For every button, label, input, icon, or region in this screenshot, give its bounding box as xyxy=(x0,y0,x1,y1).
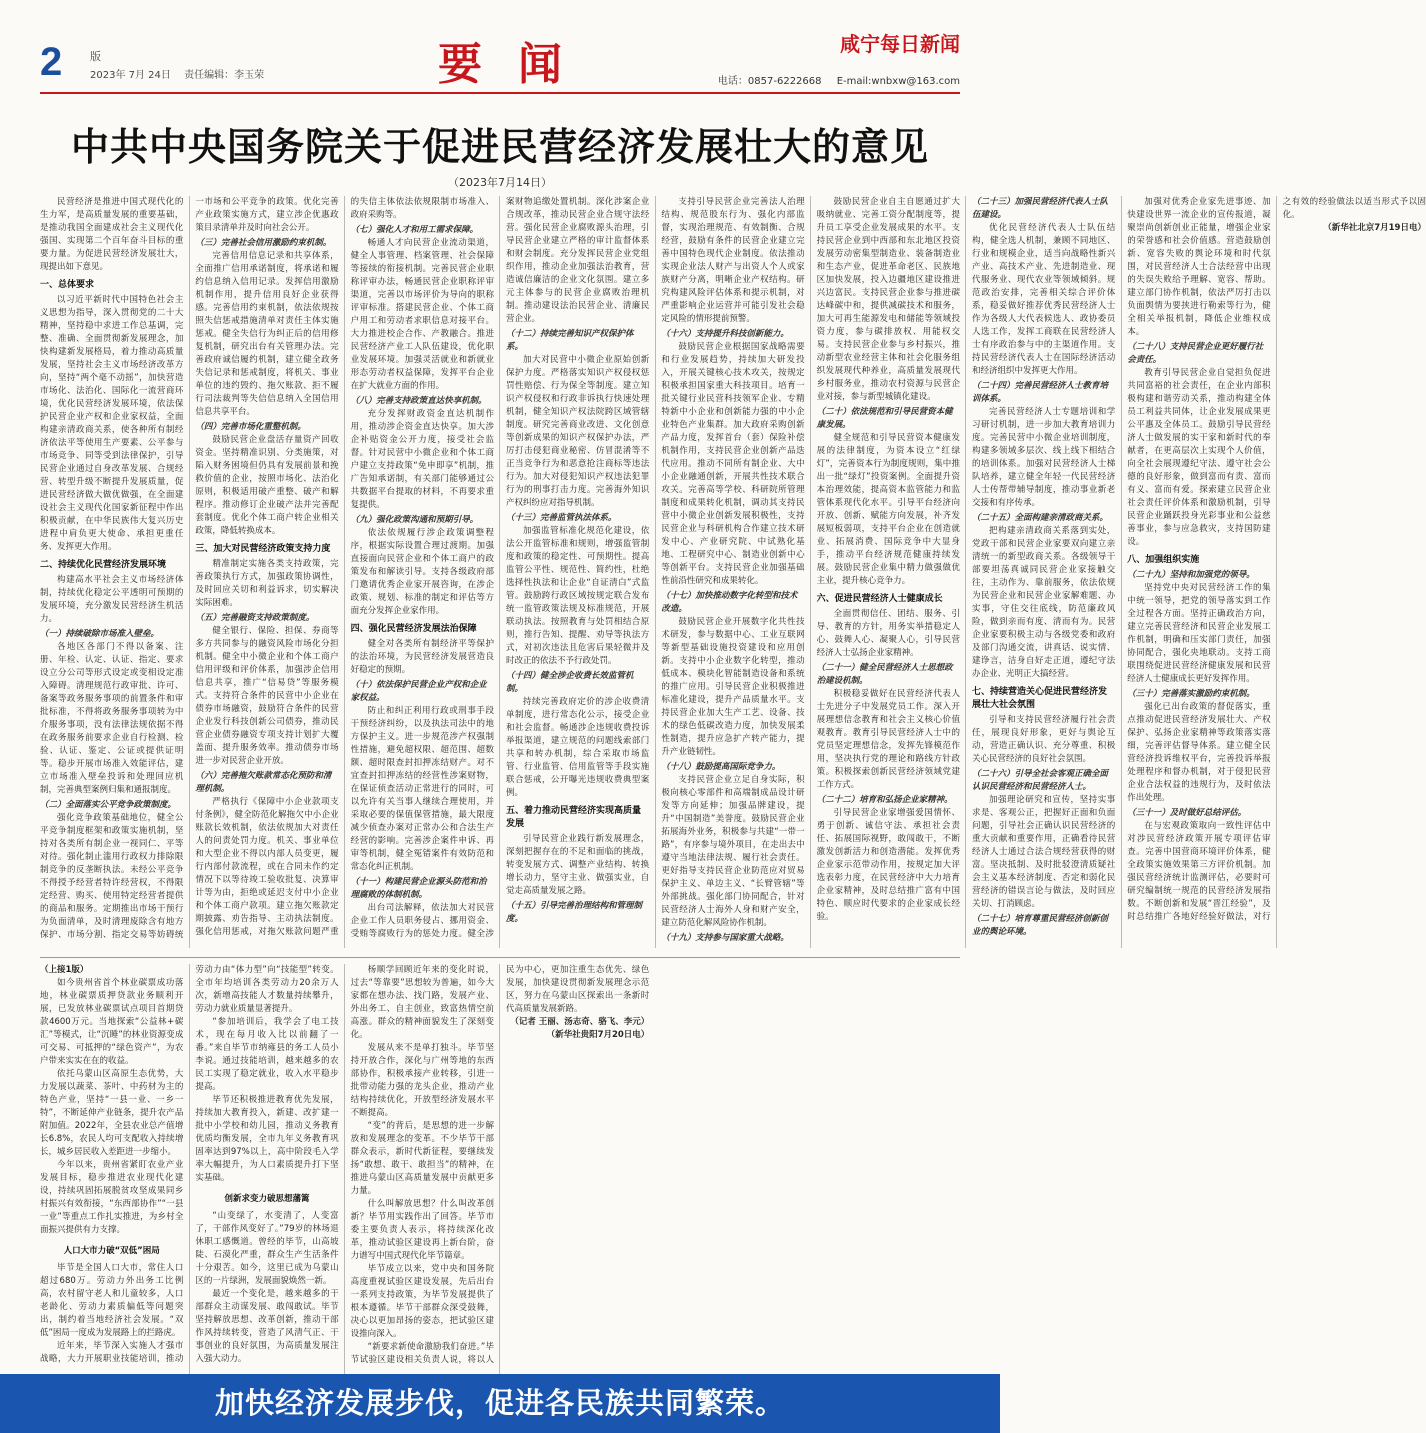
paragraph: 最近一个变化是，越来越多的干部群众主动谋发展、敢闯敢试。毕节坚持解放思想、改革创新，推动干部作风持续转变，营造了风清气正、干事创业的良好氛围，为高质量发展注入强大动力。 xyxy=(195,1289,339,1364)
contact-info xyxy=(718,72,960,87)
paragraph: 加强监管标准化规范化建设，依法公开监管标准和规则，增强监管制度和政策的稳定性、可预期性。提高监管公平性、规范性、简约性，杜绝选择性执法和让企业“自证清白”式监管。鼓励跨行政区域按规定联合发布统一监管政策法规及标准规范，开展联动执法。按照教育与处罚相结合原则，推行告知、提醒、劝导等执法方式，对初次违法且危害后果轻微并及时改正的依法不予行政处罚。 xyxy=(505,526,650,666)
section-heading: 三、加大对民营经济政策支持力度 xyxy=(195,544,331,554)
paragraph: 依法依规履行涉企政策调整程序，根据实际设置合理过渡期。加强直接面向民营企业和个体工商户的政策发布和解读引导。支持各级政府部门邀请优秀企业家开展咨询，在涉企政策、规划、标准的制定和评估等方面充分发挥企业家作用。 xyxy=(350,528,494,616)
paragraph: 毕节还积极推进教育优先发展，持续加大教育投入，新建、改扩建一批中小学校和幼儿园，推动义务教育优质均衡发展，全市九年义务教育巩固率达到97%以上，高中阶段毛入学率大幅提升，为人口素质提升打下坚实基础。 xyxy=(195,1095,339,1183)
paragraph: “新要求新使命激励我们奋进。”毕节试验区建设相关负责人说，将以人民为中心，更加注重生态优先、绿色发展，加快建设贯彻新发展理念示范区，努力在乌蒙山区探索出一条新时代高质量发展新路。 xyxy=(350,965,650,1365)
continuation-ref: （上接1版） xyxy=(40,965,89,975)
paragraph: “山变绿了，水变清了，人变富了，干部作风变好了。”79岁的林场退休职工感慨道。曾经的毕节，山高坡陡、石漠化严重，群众生产生活条件十分艰苦。如今，这里已成为乌蒙山区的一片绿洲，发展面貌焕然一新。 xyxy=(195,1211,339,1286)
slogan-banner: 加快经济发展步伐，促进各民族共同繁荣。 xyxy=(0,1374,1000,1433)
paragraph: 鼓励民营企业盘活存量资产回收资金。坚持精准识别、分类施策，对陷入财务困境但仍具有发展前景和挽救价值的企业，按照市场化、法治化原则，积极适用破产重整、破产和解程序。推动修订企业破产法并完善配套制度。优化个体工商户转企业相关政策，降低转换成本。 xyxy=(195,435,339,536)
section-heading: 四、强化民营经济发展法治保障 xyxy=(350,624,477,634)
paragraph: 发展从来不是单打独斗。毕节坚持开放合作，深化与广州等地的东西部协作，积极承接产业转移，引进一批带动能力强的龙头企业，推动产业结构持续优化，开放型经济发展水平不断提高。 xyxy=(350,1043,494,1118)
issue-meta xyxy=(90,66,264,81)
paragraph: 积极稳妥做好在民营经济代表人士先进分子中发展党员工作。深入开展理想信念教育和社会主义核心价值观教育。教育引导民营经济人士中的党员坚定理想信念，发挥先锋模范作用，坚决执行党的理论和路线方针政策。积极探索创新民营经济领域党建工作方式。 xyxy=(816,689,960,790)
article-columns xyxy=(40,196,1426,948)
page-number-digit: 2 xyxy=(40,40,63,84)
paragraph: 精准制定实施各类支持政策，完善政策执行方式，加强政策协调性，及时回应关切和利益诉求，切实解决实际困难。 xyxy=(195,559,339,608)
paragraph: 依托乌蒙山区高原生态优势，大力发展以蔬菜、茶叶、中药材为主的特色产业，坚持“一县一业、一乡一特”，不断延伸产业链条，提升农产品附加值。2022年，全县农业总产值增长6.8%，农民人均可支配收入持续增长，城乡居民收入差距进一步缩小。 xyxy=(40,1069,184,1157)
subsection-heading: （九）强化政策沟通和预期引导。 xyxy=(350,515,479,525)
paragraph: 今年以来，贵州省紧盯农业产业发展目标，稳步推进农业现代化建设，持续巩固拓展脱贫攻坚成果同乡村振兴有效衔接，“东西部协作”“一县一业”等重点工作扎实推进，为乡村全面振兴提供有力支撑。 xyxy=(40,1160,184,1235)
continued-article xyxy=(40,964,960,1374)
subsection-heading: （二十九）坚持和加强党的领导。 xyxy=(1127,570,1255,580)
subheading: 创新求变力破思想藩篱 xyxy=(224,1194,310,1204)
paragraph: 充分发挥财政资金直达机制作用，推动涉企资金直达快享。加大涉企补贴资金公开力度，接受社会监督。针对民营中小微企业和个体工商户建立支持政策“免申即享”机制，推广告知承诺制，有关部门能够通过公共数据平台提取的材料，不再要求重复提供。 xyxy=(350,409,494,510)
subsection-heading: （三）完善社会信用激励约束机制。 xyxy=(195,238,332,248)
paragraph: 支持引导民营企业完善法人治理结构、规范股东行为、强化内部监督，实现治理规范、有效制衡、合规经营，鼓励有条件的民营企业建立完善中国特色现代企业制度。依法推动实现企业法人财产与出资人个人或家族财产分离，明晰企业产权结构。研究构建风险评估体系和提示机制，对严重影响企业运营并可能引发社会稳定风险的情形提前预警。 xyxy=(661,197,805,324)
paragraph: 教育引导民营企业自觉担负促进共同富裕的社会责任，在企业内部积极构建和谐劳动关系，推动构建全体员工利益共同体，让企业发展成果更公平惠及全体员工。鼓励引导民营经济人士做发展的实干家和新时代的奉献者，在更高层次上实现个人价值，向全社会展现遵纪守法、遵守社会公德的良好形象，做到富而有责、富而有义、富而有爱。探索建立民营企业社会责任评价体系和激励机制，引导民营企业踊跃投身光彩事业和公益慈善事业，参与应急救灾，支持国防建设。 xyxy=(1127,368,1271,547)
subsection-heading: （十七）加快推动数字化转型和技术改造。 xyxy=(661,591,798,614)
subsection-heading: （二十七）培育尊重民营经济创新创业的舆论环境。 xyxy=(971,914,1108,937)
paragraph: 畅通人才向民营企业流动渠道，健全人事管理、档案管理、社会保障等接续的衔接机制。完善民营企业职称评审办法，畅通民营企业职称评审渠道，完善以市场评价为导向的职称评审标准。搭建民营企业、个体工商户用工和劳动者求职信息对接平台。大力推进校企合作、产教融合。推进民营经济产业工人队伍建设，优化职业发展环境。加强灵活就业和新就业形态劳动者权益保障，发挥平台企业在扩大就业方面的作用。 xyxy=(350,238,494,391)
subsection-heading: （二十六）引导全社会客观正确全面认识民营经济和民营经济人士。 xyxy=(971,769,1108,792)
paragraph: 民营经济是推进中国式现代化的生力军，是高质量发展的重要基础，是推动我国全面建成社会主义现代化强国、实现第二个百年奋斗目标的重要力量。为促进民营经济发展壮大，现提出如下意见。 xyxy=(40,197,184,272)
section-heading: 七、持续营造关心促进民营经济发展壮大社会氛围 xyxy=(971,687,1107,710)
paragraph: “变”的背后，是思想的进一步解放和发展理念的变革。不少毕节干部群众表示，新时代新征程，要继续发扬“敢想、敢干、敢担当”的精神，在推进乌蒙山区高质量发展中贡献更多力量。 xyxy=(350,1121,494,1196)
paragraph: 完善民营经济人士专题培训和学习研讨机制，进一步加大教育培训力度。完善民营中小微企业培训制度，构建多领域多层次、线上线下相结合的培训体系。加强对民营经济人士梯队培养，建立健全年轻一代民营经济人士传帮带辅导制度，推动事业新老交接和有序传承。 xyxy=(971,407,1116,508)
paragraph: 支持民营企业立足自身实际，积极向核心零部件和高端制成品设计研发等方向延伸；加强品牌建设，提升“中国制造”美誉度。鼓励民营企业拓展海外业务，积极参与共建“一带一路”，有序参与境外项目，在走出去中遵守当地法律法规、履行社会责任。更好指导支持民营企业防范应对贸易保护主义、单边主义、“长臂管辖”等外部挑战。强化部门协同配合，针对民营经济人士海外人身和财产安全，建立防范化解风险协作机制。 xyxy=(661,775,805,928)
section-heading: 一、总体要求 xyxy=(40,280,95,290)
paragraph: “参加培训后，我学会了电工技术，现在每月收入比以前翻了一番。”来自毕节市纳雍县的务工人员小李说。通过技能培训，越来越多的农民工实现了稳定就业，收入水平稳步提高。 xyxy=(195,1017,339,1092)
paragraph: 以习近平新时代中国特色社会主义思想为指导，深入贯彻党的二十大精神，坚持稳中求进工作总基调，完整、准确、全面贯彻新发展理念，加快构建新发展格局，着力推动高质量发展，坚持社会主义市场经济改革方向，坚持“两个毫不动摇”，加快营造市场化、法治化、国际化一流营商环境，优化民营经济发展环境，依法保护民营企业产权和企业家权益，全面构建亲清政商关系，使各种所有制经济依法平等使用生产要素、公平参与市场竞争、同等受到法律保护，引导民营企业通过自身改革发展、合规经营、转型升级不断提升发展质量，促进民营经济做大做优做强，在全面建设社会主义现代化国家新征程中作出积极贡献，在中华民族伟大复兴历史进程中肩负更大使命、承担更重任务、发挥更大作用。 xyxy=(40,295,184,552)
section-heading: 八、加强组织实施 xyxy=(1127,555,1200,565)
paragraph: 引导和支持民营经济履行社会责任，展现良好形象，更好与舆论互动，营造正确认识、充分尊重、积极关心民营经济的良好社会氛围。 xyxy=(971,715,1116,764)
subsection-heading: （二十二）培育和弘扬企业家精神。 xyxy=(816,795,953,805)
paragraph: 完善信用信息记录和共享体系，全面推广信用承诺制度，将承诺和履约信息纳入信用记录。发挥信用激励机制作用，提升信用良好企业获得感。完善信用约束机制，依法依规按照失信惩戒措施清单对责任主体实施惩戒。健全失信行为纠正后的信用修复机制，研究出台有关管理办法。完善政府诚信履约机制，建立健全政务失信记录和惩戒制度，将机关、事业单位的违约毁约、拖欠账款、拒不履行司法裁判等失信信息纳入全国信用信息共享平台。 xyxy=(195,251,339,417)
article-dateline: （2023年7月14日） xyxy=(448,176,552,189)
paragraph: 优化民营经济代表人士队伍结构，健全选人机制，兼顾不同地区、行业和规模企业，适当向战略性新兴产业、高技术产业、先进制造业、现代服务业、现代农业等领域倾斜。规范政治安排，完善相关综合评价体系，稳妥做好推荐优秀民营经济人士作为各级人大代表候选人、政协委员人选工作，发挥工商联在民营经济人士有序政治参与中的主渠道作用。支持民营经济代表人士在国际经济活动和经济组织中发挥更大作用。 xyxy=(971,223,1116,376)
paragraph: 持续完善政府定价的涉企收费清单制度，进行常态化公示，接受企业和社会监督。畅通涉企违规收费投诉举报渠道，建立规范的问题线索部门共享和转办机制，综合采取市场监管、行业监管、信用监管等手段实施联合惩戒，公开曝光违规收费典型案例。 xyxy=(505,697,650,798)
paragraph: 鼓励民营企业自主自愿通过扩大吸纳就业、完善工资分配制度等，提升员工享受企业发展成果的水平。支持民营企业到中西部和东北地区投资发展劳动密集型制造业、装备制造业和生态产业，促进革命老区、民族地区加快发展，投入边疆地区建设推进兴边富民。支持民营企业参与推进碳达峰碳中和，提供减碳技术和服务，加大可再生能源发电和储能等领域投资力度，参与碳排放权、用能权交易。支持民营企业参与乡村振兴，推动新型农业经营主体和社会化服务组织发展现代种养业，高质量发展现代乡村服务业，推动农村资源与民营企业对接，参与新型城镇化建设。 xyxy=(816,197,960,402)
page-header xyxy=(0,0,1000,98)
paragraph: 引导民营企业家增强爱国情怀、勇于创新、诚信守法、承担社会责任、拓展国际视野，敢闯敢干，不断激发创新活力和创造潜能。发挥优秀企业家示范带动作用，按规定加大评选表彰力度，在民营经济中大力培育企业家精神，及时总结推广富有中国特色、顺应时代要求的企业家成长经验。 xyxy=(816,808,960,922)
paragraph: 全面贯彻信任、团结、服务、引导、教育的方针，用务实举措稳定人心、鼓舞人心、凝聚人心，引导民营经济人士弘扬企业家精神。 xyxy=(816,609,960,658)
subsection-heading: （七）强化人才和用工需求保障。 xyxy=(350,225,479,235)
paragraph: 近年来，毕节深入实施人才强市战略，大力开展职业技能培训，推动劳动力由“体力型”向“技能型”转变。全市年均培训各类劳动力20余万人次，新增高技能人才数量持续攀升，劳动力就业质量显著提升。 xyxy=(40,965,339,1364)
paragraph: 鼓励民营企业开展数字化共性技术研发，参与数据中心、工业互联网等新型基础设施投资建设和应用创新。支持中小企业数字化转型，推动低成本、模块化智能制造设备和系统的推广应用。引导民营企业积极推进标准化建设，提升产品质量水平。支持民营企业加大生产工艺、设备、技术的绿色低碳改造力度，加快发展柔性制造，提升应急扩产转产能力，提升产业链韧性。 xyxy=(661,617,805,757)
issue-date: 2023年 7月 24日 xyxy=(90,70,171,81)
section-title: 要闻 xyxy=(438,39,598,90)
byline: （记者 王丽、汤志奇、骆飞、李元） xyxy=(510,1017,650,1027)
subsection-heading: （二十五）全面构建亲清政商关系。 xyxy=(971,513,1108,523)
paragraph: 加强理论研究和宣传，坚持实事求是、客观公正，把握好正面和负面问题，引导社会正确认识民营经济的重大贡献和重要作用，正确看待民营经济人士通过合法合规经营获得的财富。坚决抵制、及时批驳澄清质疑社会主义基本经济制度、否定和弱化民营经济的错误言论与做法，及时回应关切、打消顾虑。 xyxy=(971,795,1116,909)
subsection-heading: （五）完善融资支持政策制度。 xyxy=(195,613,315,623)
paragraph: 防止和纠正利用行政或刑事手段干预经济纠纷，以及执法司法中的地方保护主义。进一步规范涉产权强制性措施，避免超权限、超范围、超数额、超时限查封扣押冻结财产。对不宜查封扣押冻结的经营性涉案财物，在保证侦查活动正常进行的同时，可以允许有关当事人继续合理使用，并采取必要的保值保管措施，最大限度减少侦查办案对正常办公和合法生产经营的影响。完善涉企案件申诉、再审等机制，健全冤错案件有效防范和常态化纠正机制。 xyxy=(350,706,494,872)
section-divider xyxy=(40,957,960,958)
section-heading: 六、促进民营经济人士健康成长 xyxy=(816,594,943,604)
subsection-heading: （十六）支持提升科技创新能力。 xyxy=(661,329,789,339)
subsection-heading: （三十一）及时做好总结评估。 xyxy=(1127,808,1247,818)
paragraph: 引导民营企业践行新发展理念，深刻把握存在的不足和面临的挑战，转变发展方式、调整产业结构、转换增长动力，坚守主业、做强实业，自觉走高质量发展之路。 xyxy=(505,834,650,896)
subsection-heading: （十五）引导完善治理结构和管理制度。 xyxy=(505,901,642,924)
paragraph: 构建高水平社会主义市场经济体制，持续优化稳定公平透明可预期的发展环境，充分激发民营经济生机活力。 xyxy=(40,575,184,624)
subsection-heading: （四）完善市场化重整机制。 xyxy=(195,422,306,432)
page-suffix: 版 xyxy=(90,50,101,63)
subsection-heading: （三十）完善落实激励约束机制。 xyxy=(1127,689,1255,699)
paragraph: 毕节成立以来，党中央和国务院高度重视试验区建设发展，先后出台一系列支持政策，为毕节发展提供了根本遵循。毕节干部群众深受鼓舞，决心以更加昂扬的姿态，把试验区建设推向深入。 xyxy=(350,1264,494,1339)
subheading: 人口大市力破“双低”困局 xyxy=(63,1246,160,1256)
byline: （新华社北京7月19日电） xyxy=(1323,223,1426,233)
subsection-heading: （十）依法保护民营企业产权和企业家权益。 xyxy=(350,680,487,703)
continued-columns xyxy=(40,964,960,1374)
paragraph: 把构建亲清政商关系落到实处，党政干部和民营企业家要双向建立亲清统一的新型政商关系。各级领导干部要坦荡真诚同民营企业家接触交往，主动作为、靠前服务，依法依规为民营企业和民营企业家解难题、办实事，守住交往底线，防范廉政风险，做到亲而有度、清而有为。民营企业家要积极主动与各级党委和政府及部门沟通交流，讲真话、说实情、建诤言，洁身自好走正道，遵纪守法办企业、光明正大搞经营。 xyxy=(971,526,1116,679)
subsection-heading: （二十一）健全民营经济人士思想政治建设机制。 xyxy=(816,663,953,686)
subsection-heading: （十二）持续完善知识产权保护体系。 xyxy=(505,329,634,352)
paragraph: 健全对各类所有制经济平等保护的法治环境，为民营经济发展营造良好稳定的预期。 xyxy=(350,639,494,675)
section-heading: 五、着力推动民营经济实现高质量发展 xyxy=(505,806,641,829)
paragraph: 加强对优秀企业家先进事迹、加快建设世界一流企业的宣传报道，凝聚崇尚创新创业正能量，增强企业家的荣誉感和社会价值感。营造鼓励创新、宽容失败的舆论环境和时代氛围，对民营经济人士合法经营中出现的失误失败给予理解、宽容、帮助。建立部门协作机制，依法严厉打击以负面舆情为要挟进行勒索等行为，健全相关举报机制，降低企业维权成本。 xyxy=(1127,197,1271,337)
contact-phone: 电话：0857-6222668 xyxy=(717,76,822,87)
subsection-heading: （二十四）完善民营经济人士教育培训体系。 xyxy=(971,381,1108,404)
paragraph: 在与宏观政策取向一致性评估中对涉民营经济政策开展专项评估审查。完善中国营商环境评价体系，健全政策实施效果第三方评价机制。加强民营经济统计监测评估，必要时可研究编制统一规范的民营经济发展指数。不断创新和发展“晋江经验”，及时总结推广各地好经验好做法，对行之有效的经验做法以适当形式予以固化。 xyxy=(1127,197,1426,922)
paragraph: 强化已出台政策的督促落实，重点推动促进民营经济发展壮大、产权保护、弘扬企业家精神等政策落实落细，完善评估督导体系。建立健全民营经济投诉维权平台，完善投诉举报处理程序和督办机制，对于侵犯民营企业合法权益的违规行为，及时依法作出处理。 xyxy=(1127,702,1271,803)
paragraph: 严格执行《保障中小企业款项支付条例》，健全防范化解拖欠中小企业账款长效机制，依法依规加大对责任人的问责处罚力度。机关、事业单位和大型企业不得以内部人员变更，履行内部付款流程，或在合同未作约定情况下以等待竣工验收批复、决算审计等为由，拒绝或延迟支付中小企业和个体工商户款项。建立拖欠账款定期披露、劝告指导、主动执法制度。强化信用惩戒，对拖欠账款问题严重的失信主体依法依规限制市场准入、政府采购等。 xyxy=(195,197,494,937)
paragraph: 毕节是全国人口大市，常住人口超过680万。劳动力外出务工比例高，农村留守老人和儿童较多，人口老龄化、劳动力素质偏低等问题突出，制约着当地经济社会发展。“双低”困局一度成为发展路上的拦路虎。 xyxy=(40,1263,184,1338)
article-body xyxy=(40,196,1426,948)
paragraph: 什么叫解放思想？什么叫改革创新？毕节用实践作出了回答。毕节市委主要负责人表示，将持续深化改革，推动试验区建设再上新台阶，奋力谱写中国式现代化毕节篇章。 xyxy=(350,1199,494,1261)
paragraph: 各地区各部门不得以备案、注册、年检、认定、认证、指定、要求设立分公司等形式设定或变相设定准入障碍。清理规范行政审批、许可、备案等政务服务事项的前置条件和审批标准，不得将政务服务事项转为中介服务事项，没有法律法规依据不得在政务服务前要求企业自行检测、检验、认证、鉴定、公证或提供证明等。稳步开展市场准入效能评估，建立市场准入壁垒投诉和处理回应机制，完善典型案例归集和通报制度。 xyxy=(40,642,184,795)
paragraph: 健全规范和引导民营资本健康发展的法律制度，为资本设立“红绿灯”，完善资本行为制度规则，集中推出一批“绿灯”投资案例。全面提升资本治理效能，提高资本监管能力和监管体系现代化水平。引导平台经济向开放、创新、赋能方向发展，补齐发展短板弱项，支持平台企业在创造就业、拓展消费、国际竞争中大显身手，推动平台经济规范健康持续发展。鼓励民营企业集中精力做强做优主业，提升核心竞争力。 xyxy=(816,433,960,586)
subsection-heading: （二十三）加强民营经济代表人士队伍建设。 xyxy=(971,197,1108,220)
subsection-heading: （八）完善支持政策直达快享机制。 xyxy=(350,396,487,406)
header-rule xyxy=(40,92,960,94)
paragraph: 杨顺学回顾近年来的变化时说，过去“等靠要”思想较为普遍，如今大家都在想办法、找门路，发展产业、外出务工、自主创业，致富热情空前高涨。群众的精神面貌发生了深刻变化。 xyxy=(350,965,494,1040)
subsection-heading: （十一）构建民营企业源头防范和治理腐败的体制机制。 xyxy=(350,877,487,900)
subsection-heading: （一）持续破除市场准入壁垒。 xyxy=(40,629,160,639)
editor-credit: 责任编辑：李玉荣 xyxy=(184,70,265,81)
paragraph: 坚持党中央对民营经济工作的集中统一领导，把党的领导落实到工作全过程各方面。坚持正确政治方向，建立完善民营经济和民营企业发展工作机制，明确和压实部门责任，加强协同配合，强化央地联动。支持工商联围绕促进民营经济健康发展和民营经济人士健康成长更好发挥作用。 xyxy=(1127,583,1271,684)
page-number xyxy=(40,40,62,85)
subsection-heading: （二）全面落实公平竞争政策制度。 xyxy=(40,800,177,810)
contact-email: E-mail:wnbxw@163.com xyxy=(836,76,960,87)
masthead: 咸宁每日新闻 xyxy=(840,32,960,56)
paragraph: 健全银行、保险、担保、券商等多方共同参与的融资风险市场化分担机制。健全中小微企业和个体工商户信用评级和评价体系，加强涉企信用信息共享，推广“信易贷”等服务模式。支持符合条件的民营中小企业在债券市场融资，鼓励符合条件的民营企业发行科技创新公司债券，推动民营企业债券融资专项支持计划扩大覆盖面、提升服务效率。推动债券市场进一步对民营企业开放。 xyxy=(195,626,339,766)
byline: （新华社贵阳7月20日电） xyxy=(546,1030,650,1040)
subsection-heading: （六）完善拖欠账款常态化预防和清理机制。 xyxy=(195,771,332,794)
subsection-heading: （十三）完善监管执法体系。 xyxy=(505,513,617,523)
article-headline: 中共中央国务院关于促进民营经济发展壮大的意见 xyxy=(70,125,929,169)
section-heading: 二、持续优化民营经济发展环境 xyxy=(40,560,167,570)
paragraph: 强化竞争政策基础地位，健全公平竞争制度框架和政策实施机制，坚持对各类所有制企业一视同仁、平等对待。强化制止滥用行政权力排除限制竞争的反垄断执法。未经公平竞争不得授予经营者特许经营权，不得限定经营、购买、使用特定经营者提供的商品和服务。定期推出市场干预行为负面清单，及时清理废除含有地方保护、市场分割、指定交易等妨碍统一市场和公平竞争的政策。优化完善产业政策实施方式，建立涉企优惠政策目录清单并及时向社会公开。 xyxy=(40,197,339,940)
paragraph: 出台司法解释，依法加大对民营企业工作人员职务侵占、挪用资金、受贿等腐败行为的惩处力度。健全涉案财物追缴处置机制。深化涉案企业合规改革，推动民营企业合规守法经营。强化民营企业腐败源头治理，引导民营企业建立严格的审计监督体系和财会制度。充分发挥民营企业党组织作用，推动企业加强法治教育，营造诚信廉洁的企业文化氛围。建立多元主体参与的民营企业腐败治理机制。推动建设法治民营企业、清廉民营企业。 xyxy=(350,197,650,939)
subsection-heading: （十八）鼓励提高国际竞争力。 xyxy=(661,762,781,772)
paragraph: 鼓励民营企业根据国家战略需要和行业发展趋势，持续加大研发投入，开展关键核心技术攻关，按规定积极承担国家重大科技项目。培育一批关键行业民营科技领军企业、专精特新中小企业和创新能力强的中小企业特色产业集群。加大政府采购创新产品力度，发挥首台（套）保险补偿机制作用，支持民营企业创新产品迭代应用。推动不同所有制企业、大中小企业融通创新，开展共性技术联合攻关。完善高等学校、科研院所管理制度和成果转化机制，调动其支持民营中小微企业创新发展积极性，支持民营企业与科研机构合作建立技术研发中心、产业研究院、中试熟化基地、工程研究中心、制造业创新中心等创新平台。支持民营企业加强基础性前沿性研究和成果转化。 xyxy=(661,342,805,586)
paragraph: 如今贵州省首个林业碳票成功落地，林业碳票质押贷款业务顺利开展，已发放林业碳票试点项目首期贷款4600万元。当地探索“公益林+碳汇”等模式，让“沉睡”的林业资源变成可交易、可抵押的“绿色资产”，为农户带来实实在在的收益。 xyxy=(40,978,184,1066)
subsection-heading: （二十）依法规范和引导民营资本健康发展。 xyxy=(816,407,953,430)
paragraph: 加大对民营中小微企业原始创新保护力度。严格落实知识产权侵权惩罚性赔偿、行为保全等制度。建立知识产权侵权和行政非诉执行快速处理机制，健全知识产权法院跨区域管辖制度。研究完善商业改进、文化创意等创新成果的知识产权保护办法，严厉打击侵犯商业秘密、仿冒混淆等不正当竞争行为和恶意抢注商标等违法行为。加大对侵犯知识产权违法犯罪行为的刑事打击力度。完善海外知识产权纠纷应对指导机制。 xyxy=(505,355,650,508)
subsection-heading: （十四）健全涉企收费长效监管机制。 xyxy=(505,671,634,694)
subsection-heading: （二十八）支持民营企业更好履行社会责任。 xyxy=(1127,342,1264,365)
subsection-heading: （十九）支持参与国家重大战略。 xyxy=(661,933,789,943)
